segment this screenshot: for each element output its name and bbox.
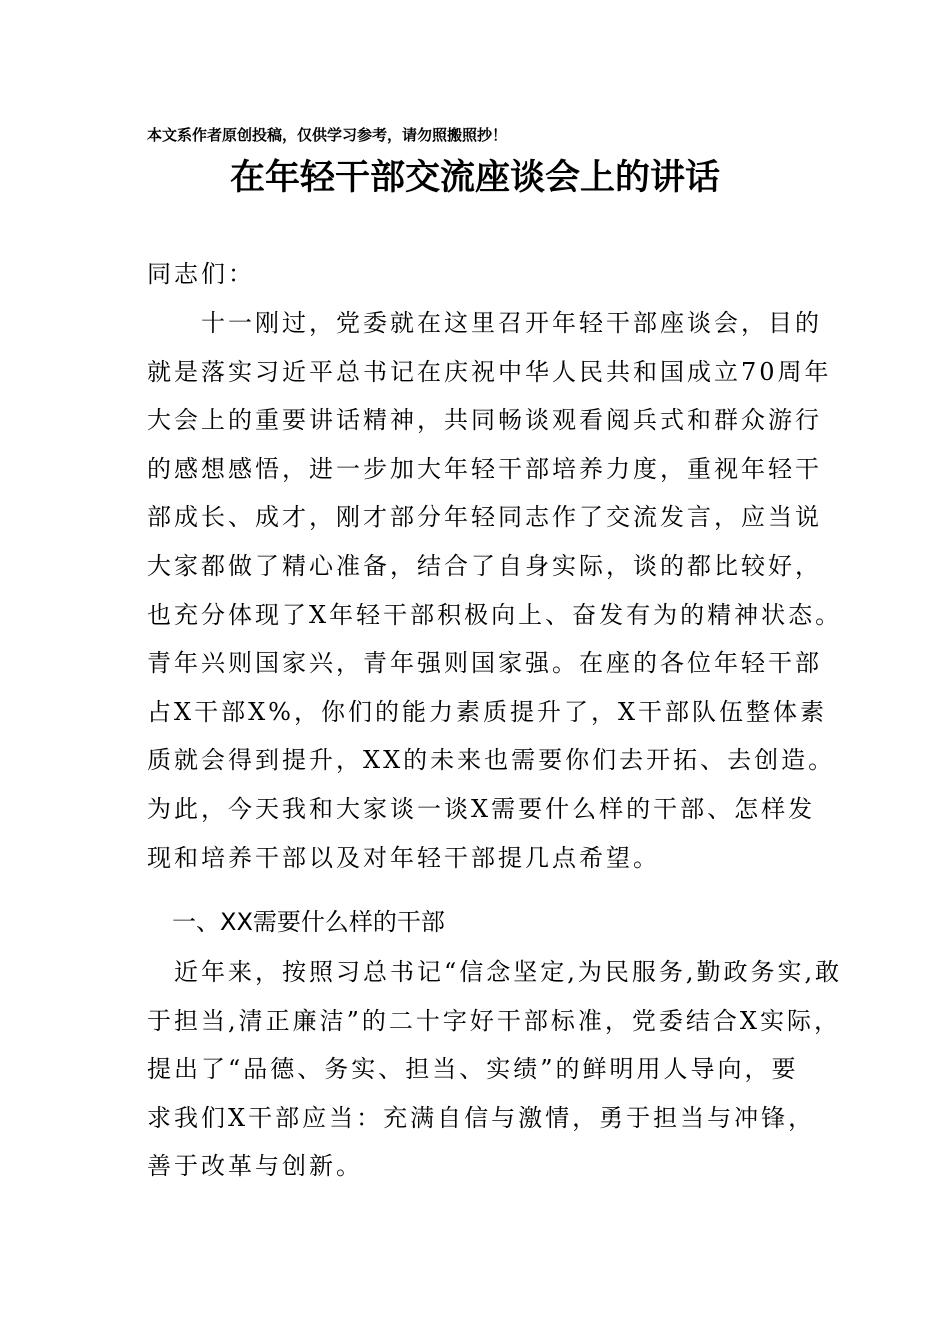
paragraph-line: 占X干部X%，你们的能力素质提升了，X干部队伍整体素 xyxy=(147,697,828,726)
paragraph-line: 大家都做了精心准备，结合了自身实际，谈的都比较好， xyxy=(147,551,822,580)
page-title: 在年轻干部交流座谈会上的讲话 xyxy=(229,157,720,198)
paragraph-line: 求我们X干部应当：充满自信与激情，勇于担当与冲锋， xyxy=(147,1103,816,1132)
paragraph-line: 为此，今天我和大家谈一谈X需要什么样的干部、怎样发 xyxy=(147,794,816,823)
paragraph-2 xyxy=(147,948,843,1191)
paragraph-line: 近年来，按照习总书记“信念坚定,为民服务,勤政务实,敢 xyxy=(147,958,843,986)
paragraph-1 xyxy=(147,299,843,882)
salutation: 同志们： xyxy=(147,260,255,288)
paragraph-line: 现和培养干部以及对年轻干部提几点希望。 xyxy=(147,843,660,872)
paragraph-line: 青年兴则国家兴，青年强则国家强。在座的各位年轻干部 xyxy=(147,649,822,678)
paragraph-line: 的感想感悟，进一步加大年轻干部培养力度，重视年轻干 xyxy=(147,454,822,483)
paragraph-line: 也充分体现了X年轻干部积极向上、奋发有为的精神状态。 xyxy=(147,600,843,629)
paragraph-line: 质就会得到提升，XX的未来也需要你们去开拓、去创造。 xyxy=(147,746,836,775)
paragraph-line: 十一刚过，党委就在这里召开年轻干部座谈会，目的 xyxy=(147,309,822,337)
paragraph-line: 部成长、成才，刚才部分年轻同志作了交流发言，应当说 xyxy=(147,503,822,532)
paragraph-line: 于担当,清正廉洁”的二十字好干部标准，党委结合X实际， xyxy=(147,1006,841,1035)
paragraph-line: 大会上的重要讲话精神，共同畅谈观看阅兵式和群众游行 xyxy=(147,406,822,435)
paragraph-line: 善于改革与创新。 xyxy=(147,1152,363,1181)
paragraph-line: 就是落实习近平总书记在庆祝中华人民共和国成立70周年 xyxy=(147,357,832,386)
section-heading: 一、XX需要什么样的干部 xyxy=(172,908,445,936)
paragraph-line: 提出了“品德、务实、担当、实绩”的鲜明用人导向，要 xyxy=(147,1055,799,1084)
copyright-notice: 本文系作者原创投稿，仅供学习参考，请勿照搬照抄！ xyxy=(147,126,508,144)
